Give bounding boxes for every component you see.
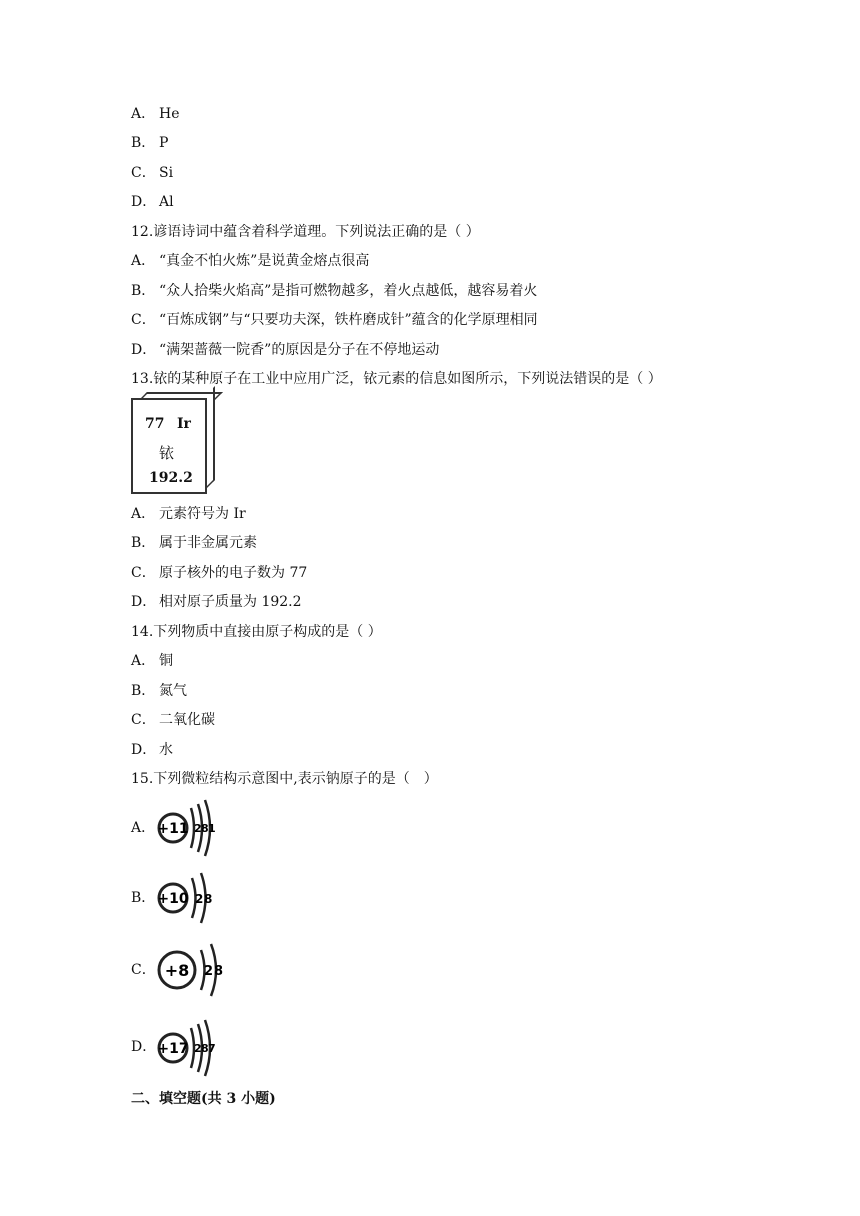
q13-option-d: D． 相对原子质量为 192.2 — [131, 594, 302, 610]
q15-stem: 15.下列微粒结构示意图中,表示钠原子的是（ ） — [131, 771, 438, 787]
q11-option-a: A． He — [131, 106, 180, 122]
q12-option-b: B． “众人拾柴火焰高”是指可燃物越多，着火点越低，越容易着火 — [131, 283, 538, 299]
shell-electrons-3: 7 — [208, 1042, 216, 1055]
shell-electrons-2: 8 — [214, 964, 224, 979]
nucleus-charge: +17 — [157, 1041, 189, 1057]
q14-option-c: C． 二氧化碳 — [131, 712, 215, 728]
q13-stem: 13.铱的某种原子在工业中应用广泛，铱元素的信息如图所示，下列说法错误的是（ ） — [131, 371, 662, 387]
q15-option-b-label: B． — [131, 890, 156, 906]
q14-option-b: B． 氮气 — [131, 683, 187, 699]
q14-option-a: A． 铜 — [131, 653, 173, 669]
nucleus-charge: +8 — [164, 961, 190, 980]
shell-electrons-2: 8 — [204, 892, 213, 906]
nucleus-charge: +10 — [157, 891, 189, 907]
shell-electrons-1: 2 — [194, 1042, 202, 1055]
element-atomic-mass: 192.2 — [149, 470, 193, 486]
shell-electrons-2: 8 — [201, 1042, 209, 1055]
section-2-title: 二、填空题(共 3 小题) — [131, 1091, 276, 1107]
q12-stem: 12.谚语诗词中蕴含着科学道理。下列说法正确的是（ ） — [131, 224, 480, 240]
atom-diagram-a — [157, 796, 227, 858]
element-card-depth-side — [207, 386, 215, 488]
shell-electrons-2: 8 — [201, 822, 209, 835]
q11-option-b: B． P — [131, 135, 169, 151]
q15-option-d-label: D． — [131, 1039, 157, 1055]
q13-option-a: A． 元素符号为 Ir — [131, 506, 246, 522]
q14-stem: 14.下列物质中直接由原子构成的是（ ） — [131, 624, 382, 640]
q11-option-d: D． Al — [131, 194, 174, 210]
q13-option-b: B． 属于非金属元素 — [131, 535, 257, 551]
q12-option-c: C． “百炼成钢”与“只要功夫深，铁杵磨成针”蕴含的化学原理相同 — [131, 312, 538, 328]
atom-diagram-c — [157, 938, 233, 1000]
shell-electrons-3: 1 — [208, 822, 216, 835]
shell-electrons-1: 2 — [195, 892, 204, 906]
q13-option-c: C． 原子核外的电子数为 77 — [131, 565, 308, 581]
element-name: 铱 — [159, 444, 175, 462]
atom-diagram-d — [157, 1016, 227, 1078]
element-card-iridium — [131, 398, 207, 494]
q15-option-a-label: A． — [131, 820, 156, 836]
q12-option-d: D． “满架蔷薇一院香”的原因是分子在不停地运动 — [131, 342, 440, 358]
q11-option-c: C． Si — [131, 165, 174, 181]
shell-electrons-1: 2 — [194, 822, 202, 835]
atom-diagram-b — [157, 868, 227, 926]
element-symbol: Ir — [177, 416, 191, 432]
q14-option-d: D． 水 — [131, 742, 173, 758]
element-atomic-number: 77 — [145, 416, 165, 432]
q12-option-a: A． “真金不怕火炼”是说黄金熔点很高 — [131, 253, 370, 269]
shell-electrons-1: 2 — [204, 964, 214, 979]
q15-option-c-label: C． — [131, 962, 156, 978]
nucleus-charge: +11 — [157, 821, 189, 837]
